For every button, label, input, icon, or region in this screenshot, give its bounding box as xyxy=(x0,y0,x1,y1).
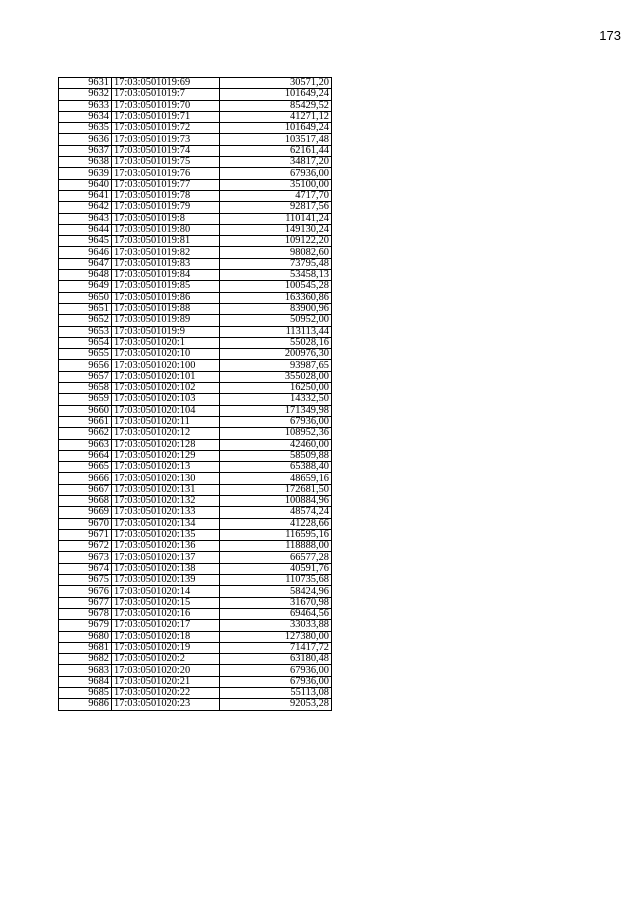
value-cell: 92053,28 xyxy=(220,699,332,710)
cadastral-number-cell: 17:03:0501019:85 xyxy=(112,281,220,292)
cadastral-value-table xyxy=(58,77,332,711)
row-number-cell: 9636 xyxy=(59,134,112,145)
row-number-cell: 9646 xyxy=(59,247,112,258)
row-number-cell: 9666 xyxy=(59,473,112,484)
value-cell: 4717,70 xyxy=(220,190,332,201)
value-cell: 101649,24 xyxy=(220,89,332,100)
cadastral-number-cell: 17:03:0501020:18 xyxy=(112,631,220,642)
row-number-cell: 9645 xyxy=(59,236,112,247)
table-row xyxy=(59,439,332,450)
row-number-cell: 9677 xyxy=(59,597,112,608)
value-cell: 67936,00 xyxy=(220,168,332,179)
cadastral-number-cell: 17:03:0501020:16 xyxy=(112,608,220,619)
table-row xyxy=(59,484,332,495)
table-row xyxy=(59,168,332,179)
row-number-cell: 9678 xyxy=(59,608,112,619)
row-number-cell: 9679 xyxy=(59,620,112,631)
value-cell: 108952,36 xyxy=(220,428,332,439)
row-number-cell: 9634 xyxy=(59,111,112,122)
value-cell: 100545,28 xyxy=(220,281,332,292)
table-row xyxy=(59,428,332,439)
value-cell: 149130,24 xyxy=(220,224,332,235)
row-number-cell: 9661 xyxy=(59,416,112,427)
row-number-cell: 9672 xyxy=(59,541,112,552)
table-row xyxy=(59,462,332,473)
value-cell: 34817,20 xyxy=(220,157,332,168)
table-row xyxy=(59,123,332,134)
cadastral-number-cell: 17:03:0501019:75 xyxy=(112,157,220,168)
table-row xyxy=(59,586,332,597)
value-cell: 116595,16 xyxy=(220,529,332,540)
value-cell: 100884,96 xyxy=(220,495,332,506)
value-cell: 48574,24 xyxy=(220,507,332,518)
table-row xyxy=(59,495,332,506)
value-cell: 31670,98 xyxy=(220,597,332,608)
page-number: 173 xyxy=(599,28,621,43)
value-cell: 163360,86 xyxy=(220,292,332,303)
table-row xyxy=(59,665,332,676)
value-cell: 83900,96 xyxy=(220,303,332,314)
cadastral-number-cell: 17:03:0501019:73 xyxy=(112,134,220,145)
table-row xyxy=(59,202,332,213)
row-number-cell: 9648 xyxy=(59,270,112,281)
table-row xyxy=(59,100,332,111)
cadastral-number-cell: 17:03:0501020:137 xyxy=(112,552,220,563)
row-number-cell: 9660 xyxy=(59,405,112,416)
cadastral-number-cell: 17:03:0501020:15 xyxy=(112,597,220,608)
row-number-cell: 9683 xyxy=(59,665,112,676)
value-cell: 85429,52 xyxy=(220,100,332,111)
cadastral-number-cell: 17:03:0501020:2 xyxy=(112,654,220,665)
table-row xyxy=(59,236,332,247)
cadastral-number-cell: 17:03:0501020:133 xyxy=(112,507,220,518)
table-row xyxy=(59,78,332,89)
value-cell: 48659,16 xyxy=(220,473,332,484)
table-row xyxy=(59,145,332,156)
value-cell: 41271,12 xyxy=(220,111,332,122)
cadastral-number-cell: 17:03:0501020:102 xyxy=(112,383,220,394)
value-cell: 101649,24 xyxy=(220,123,332,134)
row-number-cell: 9631 xyxy=(59,78,112,89)
table-row xyxy=(59,247,332,258)
value-cell: 16250,00 xyxy=(220,383,332,394)
value-cell: 98082,60 xyxy=(220,247,332,258)
cadastral-number-cell: 17:03:0501020:23 xyxy=(112,699,220,710)
cadastral-number-cell: 17:03:0501020:138 xyxy=(112,563,220,574)
row-number-cell: 9654 xyxy=(59,337,112,348)
value-cell: 53458,13 xyxy=(220,270,332,281)
table-row xyxy=(59,620,332,631)
row-number-cell: 9656 xyxy=(59,360,112,371)
cadastral-number-cell: 17:03:0501019:8 xyxy=(112,213,220,224)
row-number-cell: 9632 xyxy=(59,89,112,100)
cadastral-number-cell: 17:03:0501020:20 xyxy=(112,665,220,676)
table-row xyxy=(59,507,332,518)
value-cell: 35100,00 xyxy=(220,179,332,190)
cadastral-number-cell: 17:03:0501020:12 xyxy=(112,428,220,439)
table-row xyxy=(59,541,332,552)
row-number-cell: 9671 xyxy=(59,529,112,540)
table-row xyxy=(59,292,332,303)
value-cell: 50952,00 xyxy=(220,315,332,326)
table-row xyxy=(59,529,332,540)
value-cell: 171349,98 xyxy=(220,405,332,416)
cadastral-number-cell: 17:03:0501020:1 xyxy=(112,337,220,348)
row-number-cell: 9676 xyxy=(59,586,112,597)
row-number-cell: 9674 xyxy=(59,563,112,574)
table-body xyxy=(59,78,332,711)
cadastral-number-cell: 17:03:0501019:71 xyxy=(112,111,220,122)
table-row xyxy=(59,416,332,427)
value-cell: 113113,44 xyxy=(220,326,332,337)
row-number-cell: 9685 xyxy=(59,688,112,699)
table-row xyxy=(59,258,332,269)
table-row xyxy=(59,699,332,710)
value-cell: 200976,30 xyxy=(220,349,332,360)
cadastral-number-cell: 17:03:0501020:103 xyxy=(112,394,220,405)
table-row xyxy=(59,597,332,608)
cadastral-number-cell: 17:03:0501019:81 xyxy=(112,236,220,247)
value-cell: 62161,44 xyxy=(220,145,332,156)
value-cell: 67936,00 xyxy=(220,676,332,687)
value-cell: 33033,88 xyxy=(220,620,332,631)
row-number-cell: 9652 xyxy=(59,315,112,326)
value-cell: 55113,08 xyxy=(220,688,332,699)
value-cell: 109122,20 xyxy=(220,236,332,247)
row-number-cell: 9639 xyxy=(59,168,112,179)
table-row xyxy=(59,473,332,484)
row-number-cell: 9642 xyxy=(59,202,112,213)
table-row xyxy=(59,552,332,563)
row-number-cell: 9637 xyxy=(59,145,112,156)
row-number-cell: 9653 xyxy=(59,326,112,337)
row-number-cell: 9681 xyxy=(59,642,112,653)
cadastral-number-cell: 17:03:0501019:79 xyxy=(112,202,220,213)
row-number-cell: 9641 xyxy=(59,190,112,201)
value-cell: 355028,00 xyxy=(220,371,332,382)
row-number-cell: 9684 xyxy=(59,676,112,687)
cadastral-number-cell: 17:03:0501020:11 xyxy=(112,416,220,427)
table-row xyxy=(59,89,332,100)
cadastral-number-cell: 17:03:0501019:88 xyxy=(112,303,220,314)
table-row xyxy=(59,654,332,665)
cadastral-number-cell: 17:03:0501019:78 xyxy=(112,190,220,201)
table-row xyxy=(59,360,332,371)
value-cell: 127380,00 xyxy=(220,631,332,642)
cadastral-number-cell: 17:03:0501020:130 xyxy=(112,473,220,484)
cadastral-number-cell: 17:03:0501019:76 xyxy=(112,168,220,179)
table-row xyxy=(59,190,332,201)
value-cell: 14332,50 xyxy=(220,394,332,405)
cadastral-number-cell: 17:03:0501019:77 xyxy=(112,179,220,190)
value-cell: 67936,00 xyxy=(220,665,332,676)
value-cell: 42460,00 xyxy=(220,439,332,450)
table-row xyxy=(59,575,332,586)
value-cell: 58424,96 xyxy=(220,586,332,597)
cadastral-number-cell: 17:03:0501020:139 xyxy=(112,575,220,586)
cadastral-number-cell: 17:03:0501020:132 xyxy=(112,495,220,506)
table-row xyxy=(59,224,332,235)
cadastral-number-cell: 17:03:0501020:128 xyxy=(112,439,220,450)
table-row xyxy=(59,563,332,574)
row-number-cell: 9638 xyxy=(59,157,112,168)
row-number-cell: 9643 xyxy=(59,213,112,224)
cadastral-number-cell: 17:03:0501019:80 xyxy=(112,224,220,235)
value-cell: 55028,16 xyxy=(220,337,332,348)
value-cell: 69464,56 xyxy=(220,608,332,619)
value-cell: 110735,68 xyxy=(220,575,332,586)
table-row xyxy=(59,337,332,348)
row-number-cell: 9657 xyxy=(59,371,112,382)
table-row xyxy=(59,315,332,326)
row-number-cell: 9662 xyxy=(59,428,112,439)
table-row xyxy=(59,281,332,292)
table-row xyxy=(59,157,332,168)
cadastral-number-cell: 17:03:0501020:134 xyxy=(112,518,220,529)
row-number-cell: 9635 xyxy=(59,123,112,134)
cadastral-number-cell: 17:03:0501020:13 xyxy=(112,462,220,473)
table-row xyxy=(59,631,332,642)
value-cell: 66577,28 xyxy=(220,552,332,563)
table-row xyxy=(59,405,332,416)
value-cell: 58509,88 xyxy=(220,450,332,461)
row-number-cell: 9664 xyxy=(59,450,112,461)
row-number-cell: 9633 xyxy=(59,100,112,111)
cadastral-number-cell: 17:03:0501020:104 xyxy=(112,405,220,416)
row-number-cell: 9658 xyxy=(59,383,112,394)
cadastral-number-cell: 17:03:0501019:86 xyxy=(112,292,220,303)
cadastral-number-cell: 17:03:0501019:84 xyxy=(112,270,220,281)
table-row xyxy=(59,383,332,394)
cadastral-number-cell: 17:03:0501020:21 xyxy=(112,676,220,687)
row-number-cell: 9663 xyxy=(59,439,112,450)
table-row xyxy=(59,371,332,382)
cadastral-number-cell: 17:03:0501020:17 xyxy=(112,620,220,631)
cadastral-number-cell: 17:03:0501020:100 xyxy=(112,360,220,371)
cadastral-number-cell: 17:03:0501019:70 xyxy=(112,100,220,111)
cadastral-number-cell: 17:03:0501020:131 xyxy=(112,484,220,495)
cadastral-number-cell: 17:03:0501019:72 xyxy=(112,123,220,134)
cadastral-number-cell: 17:03:0501020:136 xyxy=(112,541,220,552)
row-number-cell: 9651 xyxy=(59,303,112,314)
row-number-cell: 9682 xyxy=(59,654,112,665)
table-row xyxy=(59,134,332,145)
cadastral-number-cell: 17:03:0501020:22 xyxy=(112,688,220,699)
value-cell: 71417,72 xyxy=(220,642,332,653)
table-row xyxy=(59,518,332,529)
row-number-cell: 9644 xyxy=(59,224,112,235)
row-number-cell: 9675 xyxy=(59,575,112,586)
table-row xyxy=(59,111,332,122)
cadastral-number-cell: 17:03:0501020:101 xyxy=(112,371,220,382)
table-row xyxy=(59,450,332,461)
cadastral-number-cell: 17:03:0501019:89 xyxy=(112,315,220,326)
cadastral-number-cell: 17:03:0501019:74 xyxy=(112,145,220,156)
cadastral-number-cell: 17:03:0501020:129 xyxy=(112,450,220,461)
row-number-cell: 9686 xyxy=(59,699,112,710)
row-number-cell: 9647 xyxy=(59,258,112,269)
table-row xyxy=(59,326,332,337)
value-cell: 73795,48 xyxy=(220,258,332,269)
value-cell: 40591,76 xyxy=(220,563,332,574)
table-row xyxy=(59,303,332,314)
row-number-cell: 9640 xyxy=(59,179,112,190)
cadastral-number-cell: 17:03:0501020:10 xyxy=(112,349,220,360)
row-number-cell: 9650 xyxy=(59,292,112,303)
cadastral-number-cell: 17:03:0501019:82 xyxy=(112,247,220,258)
value-cell: 30571,20 xyxy=(220,78,332,89)
row-number-cell: 9668 xyxy=(59,495,112,506)
table-row xyxy=(59,349,332,360)
row-number-cell: 9680 xyxy=(59,631,112,642)
row-number-cell: 9665 xyxy=(59,462,112,473)
cadastral-number-cell: 17:03:0501019:83 xyxy=(112,258,220,269)
table-row xyxy=(59,676,332,687)
cadastral-number-cell: 17:03:0501020:135 xyxy=(112,529,220,540)
row-number-cell: 9649 xyxy=(59,281,112,292)
value-cell: 172681,50 xyxy=(220,484,332,495)
table-row xyxy=(59,270,332,281)
value-cell: 65388,40 xyxy=(220,462,332,473)
row-number-cell: 9655 xyxy=(59,349,112,360)
row-number-cell: 9667 xyxy=(59,484,112,495)
cadastral-number-cell: 17:03:0501020:14 xyxy=(112,586,220,597)
table-row xyxy=(59,213,332,224)
row-number-cell: 9673 xyxy=(59,552,112,563)
value-cell: 63180,48 xyxy=(220,654,332,665)
value-cell: 93987,65 xyxy=(220,360,332,371)
table-row xyxy=(59,394,332,405)
cadastral-number-cell: 17:03:0501019:9 xyxy=(112,326,220,337)
row-number-cell: 9669 xyxy=(59,507,112,518)
value-cell: 67936,00 xyxy=(220,416,332,427)
table-row xyxy=(59,179,332,190)
value-cell: 118888,00 xyxy=(220,541,332,552)
cadastral-number-cell: 17:03:0501020:19 xyxy=(112,642,220,653)
row-number-cell: 9659 xyxy=(59,394,112,405)
value-cell: 92817,56 xyxy=(220,202,332,213)
table-row xyxy=(59,608,332,619)
table-row xyxy=(59,642,332,653)
value-cell: 103517,48 xyxy=(220,134,332,145)
value-cell: 41228,66 xyxy=(220,518,332,529)
row-number-cell: 9670 xyxy=(59,518,112,529)
cadastral-number-cell: 17:03:0501019:7 xyxy=(112,89,220,100)
cadastral-number-cell: 17:03:0501019:69 xyxy=(112,78,220,89)
table-row xyxy=(59,688,332,699)
value-cell: 110141,24 xyxy=(220,213,332,224)
